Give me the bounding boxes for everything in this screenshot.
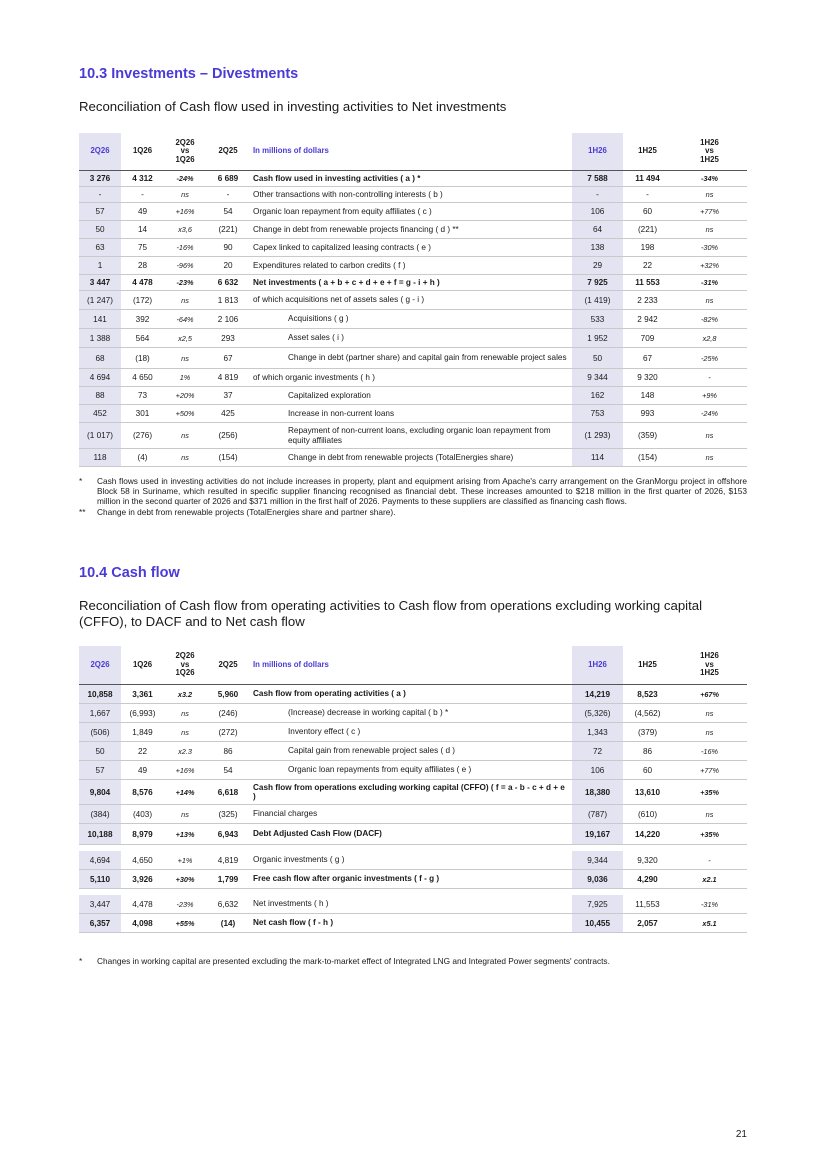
variation-cell: -23% xyxy=(164,895,206,914)
value-cell: 6,357 xyxy=(79,914,121,933)
row-label: Capital gain from renewable project sales ( d ) xyxy=(250,742,572,761)
variation-cell: +13% xyxy=(164,824,206,845)
value-cell: (246) xyxy=(206,704,250,723)
value-cell: 2 233 xyxy=(623,291,672,310)
value-cell: 10,188 xyxy=(79,824,121,845)
value-cell: (6,993) xyxy=(121,704,164,723)
variation-cell: -23% xyxy=(164,275,206,291)
variation-cell: -16% xyxy=(672,742,747,761)
value-cell: 8,576 xyxy=(121,780,164,805)
value-cell: - xyxy=(206,187,250,203)
value-cell: 993 xyxy=(623,405,672,423)
section-title: 10.3 Investments – Divestments xyxy=(79,66,299,82)
value-cell: 1 xyxy=(79,257,121,275)
table-row xyxy=(79,329,747,348)
value-cell: 9,036 xyxy=(572,870,623,889)
value-cell: (221) xyxy=(206,221,250,239)
variation-cell: x3,6 xyxy=(164,221,206,239)
column-header: 1H26 xyxy=(572,646,623,685)
row-label: Change in debt (partner share) and capital gain from renewable project sales xyxy=(250,348,572,369)
footnote-marker: * xyxy=(79,476,83,486)
value-cell: (4) xyxy=(121,449,164,467)
value-cell: 50 xyxy=(79,742,121,761)
variation-cell: ns xyxy=(672,449,747,467)
row-label: Change in debt from renewable projects financing ( d ) ** xyxy=(250,221,572,239)
table-row xyxy=(79,742,747,761)
variation-cell: ns xyxy=(672,805,747,824)
row-label: Acquisitions ( g ) xyxy=(250,310,572,329)
value-cell: 73 xyxy=(121,387,164,405)
row-label: Net investments ( h ) xyxy=(250,895,572,914)
value-cell: 4,290 xyxy=(623,870,672,889)
column-header: 1H26 vs 1H25 xyxy=(672,646,747,685)
value-cell: 2 942 xyxy=(623,310,672,329)
value-cell: 11 553 xyxy=(623,275,672,291)
variation-cell: x2,5 xyxy=(164,329,206,348)
value-cell: - xyxy=(572,187,623,203)
value-cell: 6,943 xyxy=(206,824,250,845)
variation-cell: +1% xyxy=(164,851,206,870)
value-cell: 162 xyxy=(572,387,623,405)
value-cell: 54 xyxy=(206,203,250,221)
table-header-row xyxy=(79,646,747,685)
value-cell: 4,819 xyxy=(206,851,250,870)
variation-cell: +16% xyxy=(164,203,206,221)
variation-cell: ns xyxy=(672,423,747,449)
value-cell: 3 276 xyxy=(79,171,121,187)
table-header-row xyxy=(79,133,747,171)
value-cell: - xyxy=(121,187,164,203)
footnote xyxy=(79,956,747,966)
row-label: Free cash flow after organic investments ( f - g ) xyxy=(250,870,572,889)
value-cell: 5,960 xyxy=(206,685,250,704)
row-label: Other transactions with non-controlling interests ( b ) xyxy=(250,187,572,203)
value-cell: 452 xyxy=(79,405,121,423)
value-cell: (610) xyxy=(623,805,672,824)
row-label: Net cash flow ( f - h ) xyxy=(250,914,572,933)
value-cell: 3,447 xyxy=(79,895,121,914)
value-cell: 425 xyxy=(206,405,250,423)
value-cell: 18,380 xyxy=(572,780,623,805)
variation-cell: ns xyxy=(164,704,206,723)
variation-cell: +30% xyxy=(164,870,206,889)
value-cell: (1 247) xyxy=(79,291,121,310)
value-cell: 141 xyxy=(79,310,121,329)
variation-cell: -25% xyxy=(672,348,747,369)
footnote-text: Changes in working capital are presented excluding the mark-to-market effect of Integrated LNG and Integrated Power segments' contracts. xyxy=(97,956,610,966)
value-cell: 6 689 xyxy=(206,171,250,187)
variation-cell: +9% xyxy=(672,387,747,405)
variation-cell: +32% xyxy=(672,257,747,275)
value-cell: (18) xyxy=(121,348,164,369)
value-cell: 57 xyxy=(79,761,121,780)
value-cell: 6 632 xyxy=(206,275,250,291)
value-cell: 90 xyxy=(206,239,250,257)
row-label: Organic loan repayment from equity affiliates ( c ) xyxy=(250,203,572,221)
variation-cell: +55% xyxy=(164,914,206,933)
variation-cell: - xyxy=(672,369,747,387)
value-cell: 9 320 xyxy=(623,369,672,387)
value-cell: 4 478 xyxy=(121,275,164,291)
variation-cell: ns xyxy=(164,291,206,310)
table-row xyxy=(79,239,747,257)
variation-cell: +67% xyxy=(672,685,747,704)
table-row xyxy=(79,895,747,914)
variation-cell: ns xyxy=(672,187,747,203)
footnote-text: Change in debt from renewable projects (TotalEnergies share and partner share). xyxy=(97,507,396,517)
value-cell: 13,610 xyxy=(623,780,672,805)
column-header: 1H26 vs 1H25 xyxy=(672,133,747,171)
row-label: Financial charges xyxy=(250,805,572,824)
footnote-marker: ** xyxy=(79,507,86,517)
variation-cell: +50% xyxy=(164,405,206,423)
table-row xyxy=(79,221,747,239)
table-row xyxy=(79,310,747,329)
variation-cell: -24% xyxy=(672,405,747,423)
footnote xyxy=(79,476,747,506)
row-label: Repayment of non-current loans, excluding organic loan repayment from equity affiliates xyxy=(250,423,572,449)
row-label: Change in debt from renewable projects (TotalEnergies share) xyxy=(250,449,572,467)
value-cell: 301 xyxy=(121,405,164,423)
value-cell: 138 xyxy=(572,239,623,257)
table-row xyxy=(79,203,747,221)
value-cell: 6,618 xyxy=(206,780,250,805)
value-cell: 37 xyxy=(206,387,250,405)
row-label: Asset sales ( i ) xyxy=(250,329,572,348)
table-row xyxy=(79,171,747,187)
value-cell: 4,098 xyxy=(121,914,164,933)
table-row xyxy=(79,291,747,310)
row-label: Organic investments ( g ) xyxy=(250,851,572,870)
column-header: 2Q25 xyxy=(206,133,250,171)
variation-cell: - xyxy=(672,851,747,870)
table-row xyxy=(79,761,747,780)
variation-cell: -30% xyxy=(672,239,747,257)
table-row xyxy=(79,851,747,870)
value-cell: 5,110 xyxy=(79,870,121,889)
row-label: Organic loan repayments from equity affiliates ( e ) xyxy=(250,761,572,780)
value-cell: 28 xyxy=(121,257,164,275)
variation-cell: -82% xyxy=(672,310,747,329)
value-cell: 709 xyxy=(623,329,672,348)
variation-cell: -96% xyxy=(164,257,206,275)
variation-cell: ns xyxy=(164,805,206,824)
column-header: 2Q26 xyxy=(79,646,121,685)
value-cell: 9,344 xyxy=(572,851,623,870)
value-cell: 3,926 xyxy=(121,870,164,889)
value-cell: 2 106 xyxy=(206,310,250,329)
value-cell: 4,650 xyxy=(121,851,164,870)
value-cell: 11,553 xyxy=(623,895,672,914)
column-header-label: In millions of dollars xyxy=(250,646,572,685)
value-cell: 4 312 xyxy=(121,171,164,187)
value-cell: 3,361 xyxy=(121,685,164,704)
table-row xyxy=(79,423,747,449)
value-cell: (172) xyxy=(121,291,164,310)
value-cell: 50 xyxy=(79,221,121,239)
variation-cell: -16% xyxy=(164,239,206,257)
table-row xyxy=(79,704,747,723)
value-cell: 392 xyxy=(121,310,164,329)
variation-cell: -31% xyxy=(672,895,747,914)
page-number: 21 xyxy=(735,1129,747,1140)
section-title: 10.4 Cash flow xyxy=(79,565,180,581)
table-row xyxy=(79,405,747,423)
row-label: Cash flow used in investing activities ( a ) * xyxy=(250,171,572,187)
value-cell: (384) xyxy=(79,805,121,824)
value-cell: 67 xyxy=(206,348,250,369)
column-header: 1H26 xyxy=(572,133,623,171)
row-label: Net investments ( a + b + c + d + e + f = g - i + h ) xyxy=(250,275,572,291)
value-cell: 72 xyxy=(572,742,623,761)
variation-cell: +77% xyxy=(672,761,747,780)
value-cell: 14,219 xyxy=(572,685,623,704)
value-cell: 57 xyxy=(79,203,121,221)
table-row xyxy=(79,369,747,387)
footnote-marker: * xyxy=(79,956,83,966)
value-cell: (256) xyxy=(206,423,250,449)
value-cell: (154) xyxy=(206,449,250,467)
value-cell: 67 xyxy=(623,348,672,369)
variation-cell: x5.1 xyxy=(672,914,747,933)
value-cell: 63 xyxy=(79,239,121,257)
variation-cell: -64% xyxy=(164,310,206,329)
value-cell: 118 xyxy=(79,449,121,467)
table-row xyxy=(79,275,747,291)
variation-cell: x2,8 xyxy=(672,329,747,348)
table-row xyxy=(79,723,747,742)
row-label: Cash flow from operations excluding working capital (CFFO) ( f = a - b - c + d + e ) xyxy=(250,780,572,805)
value-cell: 6,632 xyxy=(206,895,250,914)
value-cell: 9 344 xyxy=(572,369,623,387)
table-row xyxy=(79,449,747,467)
value-cell: 293 xyxy=(206,329,250,348)
value-cell: (379) xyxy=(623,723,672,742)
value-cell: 4 819 xyxy=(206,369,250,387)
value-cell: (506) xyxy=(79,723,121,742)
row-label: Cash flow from operating activities ( a ) xyxy=(250,685,572,704)
column-header-label: In millions of dollars xyxy=(250,133,572,171)
value-cell: 75 xyxy=(121,239,164,257)
value-cell: 10,455 xyxy=(572,914,623,933)
value-cell: 20 xyxy=(206,257,250,275)
variation-cell: -34% xyxy=(672,171,747,187)
value-cell: 14 xyxy=(121,221,164,239)
value-cell: 148 xyxy=(623,387,672,405)
value-cell: 14,220 xyxy=(623,824,672,845)
value-cell: 7,925 xyxy=(572,895,623,914)
row-label: Increase in non-current loans xyxy=(250,405,572,423)
table-row xyxy=(79,387,747,405)
value-cell: 29 xyxy=(572,257,623,275)
value-cell: 4,694 xyxy=(79,851,121,870)
column-header: 1Q26 xyxy=(121,646,164,685)
variation-cell: +35% xyxy=(672,780,747,805)
value-cell: 106 xyxy=(572,203,623,221)
value-cell: 88 xyxy=(79,387,121,405)
column-header: 2Q26 xyxy=(79,133,121,171)
value-cell: 19,167 xyxy=(572,824,623,845)
value-cell: (1 293) xyxy=(572,423,623,449)
value-cell: 1,849 xyxy=(121,723,164,742)
value-cell: (14) xyxy=(206,914,250,933)
table-row xyxy=(79,187,747,203)
value-cell: (154) xyxy=(623,449,672,467)
value-cell: 8,523 xyxy=(623,685,672,704)
row-label: Debt Adjusted Cash Flow (DACF) xyxy=(250,824,572,845)
value-cell: 50 xyxy=(572,348,623,369)
row-label: Capex linked to capitalized leasing contracts ( e ) xyxy=(250,239,572,257)
row-label: of which acquisitions net of assets sales ( g - i ) xyxy=(250,291,572,310)
table-row xyxy=(79,685,747,704)
column-header: 1H25 xyxy=(623,133,672,171)
row-label: Capitalized exploration xyxy=(250,387,572,405)
value-cell: (787) xyxy=(572,805,623,824)
value-cell: (272) xyxy=(206,723,250,742)
variation-cell: +77% xyxy=(672,203,747,221)
value-cell: (4,562) xyxy=(623,704,672,723)
table-row xyxy=(79,824,747,845)
row-label: of which organic investments ( h ) xyxy=(250,369,572,387)
value-cell: (1 419) xyxy=(572,291,623,310)
value-cell: - xyxy=(623,187,672,203)
value-cell: 64 xyxy=(572,221,623,239)
value-cell: 60 xyxy=(623,203,672,221)
section-subtitle: Reconciliation of Cash flow from operating activities to Cash flow from operations excluding working capital (CFFO), to DACF and to Net cash flow xyxy=(79,598,703,629)
value-cell: 1,667 xyxy=(79,704,121,723)
value-cell: 753 xyxy=(572,405,623,423)
value-cell: 198 xyxy=(623,239,672,257)
table-row xyxy=(79,914,747,933)
column-header: 1Q26 xyxy=(121,133,164,171)
value-cell: (325) xyxy=(206,805,250,824)
value-cell: (276) xyxy=(121,423,164,449)
variation-cell: +20% xyxy=(164,387,206,405)
value-cell: 10,858 xyxy=(79,685,121,704)
value-cell: 3 447 xyxy=(79,275,121,291)
variation-cell: +14% xyxy=(164,780,206,805)
value-cell: (221) xyxy=(623,221,672,239)
value-cell: 7 588 xyxy=(572,171,623,187)
value-cell: 8,979 xyxy=(121,824,164,845)
variation-cell: -24% xyxy=(164,171,206,187)
table-row xyxy=(79,257,747,275)
column-header: 2Q25 xyxy=(206,646,250,685)
value-cell: 1,343 xyxy=(572,723,623,742)
value-cell: (5,326) xyxy=(572,704,623,723)
variation-cell: ns xyxy=(672,704,747,723)
section-subtitle: Reconciliation of Cash flow used in investing activities to Net investments xyxy=(79,99,507,114)
variation-cell: ns xyxy=(672,723,747,742)
value-cell: 54 xyxy=(206,761,250,780)
table-row xyxy=(79,780,747,805)
value-cell: 68 xyxy=(79,348,121,369)
value-cell: (1 017) xyxy=(79,423,121,449)
value-cell: 11 494 xyxy=(623,171,672,187)
row-label: (Increase) decrease in working capital ( b ) * xyxy=(250,704,572,723)
value-cell: 4 694 xyxy=(79,369,121,387)
investments-table xyxy=(79,133,747,467)
variation-cell: x3.2 xyxy=(164,685,206,704)
footnotes xyxy=(79,476,747,518)
value-cell: 22 xyxy=(121,742,164,761)
value-cell: (403) xyxy=(121,805,164,824)
value-cell: 114 xyxy=(572,449,623,467)
footnote xyxy=(79,507,747,517)
footnotes xyxy=(79,956,747,967)
value-cell: 86 xyxy=(206,742,250,761)
column-header: 1H25 xyxy=(623,646,672,685)
variation-cell: 1% xyxy=(164,369,206,387)
value-cell: 2,057 xyxy=(623,914,672,933)
variation-cell: ns xyxy=(164,423,206,449)
value-cell: 1 952 xyxy=(572,329,623,348)
table-row xyxy=(79,870,747,889)
variation-cell: x2.3 xyxy=(164,742,206,761)
value-cell: 60 xyxy=(623,761,672,780)
value-cell: - xyxy=(79,187,121,203)
variation-cell: +16% xyxy=(164,761,206,780)
value-cell: 1 388 xyxy=(79,329,121,348)
variation-cell: x2.1 xyxy=(672,870,747,889)
value-cell: 49 xyxy=(121,761,164,780)
cash-flow-table xyxy=(79,646,747,933)
variation-cell: +35% xyxy=(672,824,747,845)
value-cell: 106 xyxy=(572,761,623,780)
table-row xyxy=(79,348,747,369)
value-cell: 533 xyxy=(572,310,623,329)
value-cell: 4 650 xyxy=(121,369,164,387)
value-cell: 1 813 xyxy=(206,291,250,310)
value-cell: 4,478 xyxy=(121,895,164,914)
value-cell: 564 xyxy=(121,329,164,348)
value-cell: 7 925 xyxy=(572,275,623,291)
variation-cell: -31% xyxy=(672,275,747,291)
value-cell: 86 xyxy=(623,742,672,761)
variation-cell: ns xyxy=(164,187,206,203)
value-cell: 9,804 xyxy=(79,780,121,805)
value-cell: 49 xyxy=(121,203,164,221)
value-cell: (359) xyxy=(623,423,672,449)
row-label: Inventory effect ( c ) xyxy=(250,723,572,742)
variation-cell: ns xyxy=(164,723,206,742)
value-cell: 1,799 xyxy=(206,870,250,889)
column-header: 2Q26 vs 1Q26 xyxy=(164,646,206,685)
variation-cell: ns xyxy=(164,449,206,467)
value-cell: 9,320 xyxy=(623,851,672,870)
row-label: Expenditures related to carbon credits ( f ) xyxy=(250,257,572,275)
variation-cell: ns xyxy=(672,291,747,310)
value-cell: 22 xyxy=(623,257,672,275)
variation-cell: ns xyxy=(672,221,747,239)
table-row xyxy=(79,805,747,824)
variation-cell: ns xyxy=(164,348,206,369)
footnote-text: Cash flows used in investing activities do not include increases in property, plant and equipment arising from Apache's carry arrangement on the GranMorgu project in offshore Block 58 in Suriname, which resulted in specific supplier financing recognised as financial debt. These increases amounted to $218 million in the first quarter of 2026, $153 million in the second quarter of 2026 and $371 million in the first half of 2026. Payments to these suppliers are classified as financing cash flows. xyxy=(97,476,747,506)
column-header: 2Q26 vs 1Q26 xyxy=(164,133,206,171)
